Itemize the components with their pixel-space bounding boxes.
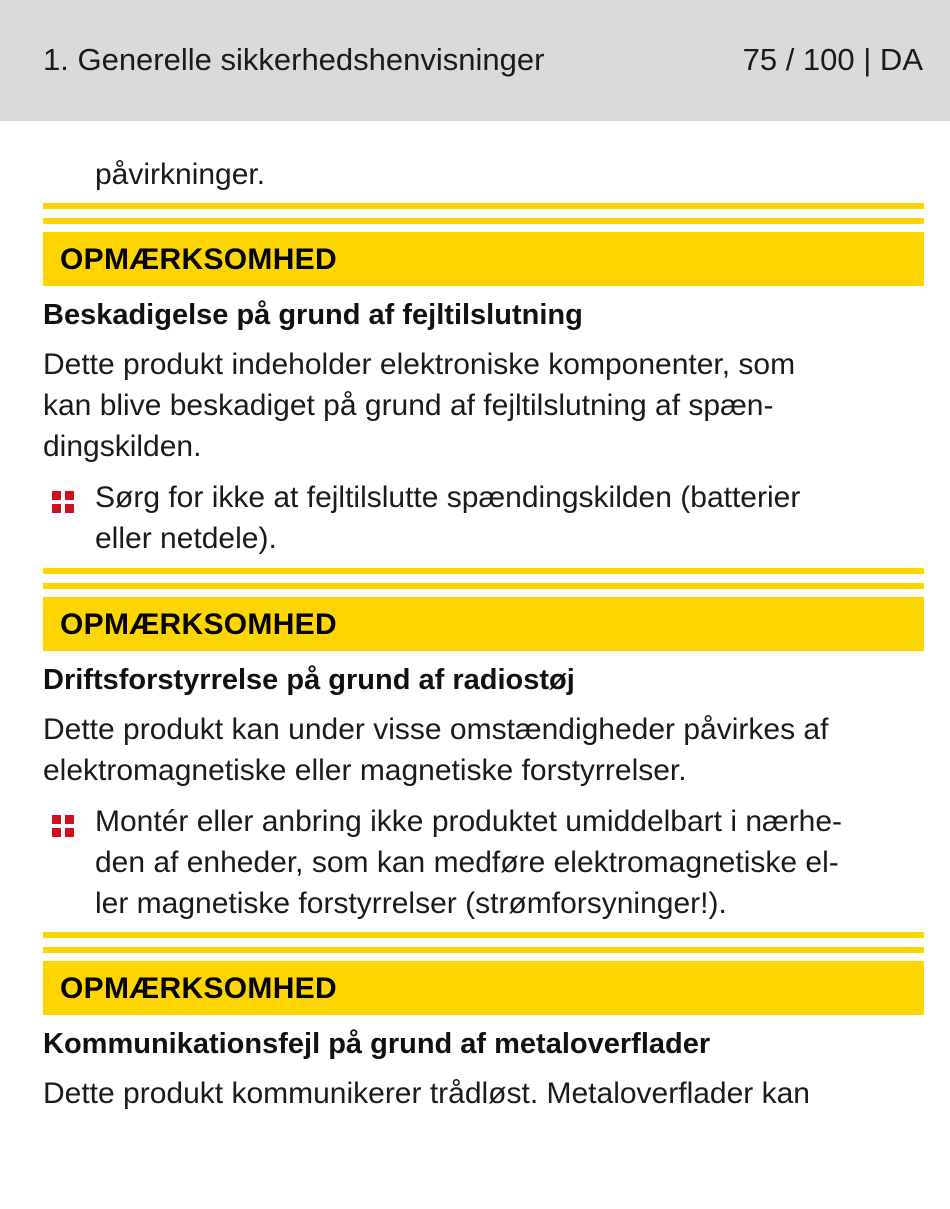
notice-banner	[43, 232, 924, 286]
page-number: 75 / 100 | DA	[742, 42, 923, 77]
notice-label: OPMÆRKSOMHED	[60, 972, 337, 1005]
notice-body-line: dingskilden.	[43, 430, 202, 463]
notice-body	[43, 709, 924, 791]
notice-body	[43, 1073, 924, 1114]
notice-label: OPMÆRKSOMHED	[60, 608, 337, 641]
bullet-text	[95, 477, 924, 559]
bullet-line: ler magnetiske forstyrrelser (strømforsyninger!).	[95, 887, 727, 920]
bullet-text	[95, 801, 924, 924]
notice-heading: Beskadigelse på grund af fejltilslutning	[43, 299, 583, 331]
notice-body	[43, 344, 924, 467]
page-header	[0, 0, 950, 121]
bullet-line: eller netdele).	[95, 522, 277, 555]
notice-second-rule	[43, 947, 924, 953]
notice-top-rule	[43, 932, 924, 938]
notice-body-line: Dette produkt indeholder elektroniske komponenter, som	[43, 348, 796, 381]
notice-second-rule	[43, 218, 924, 224]
notice-second-rule	[43, 583, 924, 589]
continued-text: påvirkninger.	[95, 158, 266, 191]
notice-top-rule	[43, 568, 924, 574]
section-title: 1. Generelle sikkerhedshenvisninger	[43, 42, 545, 77]
red-square-bullet-icon	[52, 491, 74, 513]
notice-heading: Driftsforstyrrelse på grund af radiostøj	[43, 664, 575, 696]
notice-body-line: Dette produkt kan under visse omstændigheder påvirkes af	[43, 713, 829, 746]
notice-heading: Kommunikationsfejl på grund af metaloverflader	[43, 1028, 711, 1060]
bullet-line: Sørg for ikke at fejltilslutte spændingskilden (batterier	[95, 481, 801, 514]
notice-body-line: elektromagnetiske eller magnetiske forstyrrelser.	[43, 754, 687, 787]
notice-body-line: kan blive beskadiget på grund af fejltilslutning af spæn-	[43, 389, 774, 422]
notice-banner	[43, 597, 924, 651]
notice-body-line: Dette produkt kommunikerer trådløst. Metaloverflader kan	[43, 1077, 810, 1110]
red-square-bullet-icon	[52, 815, 74, 837]
bullet-line: Montér eller anbring ikke produktet umiddelbart i nærhe-	[95, 805, 843, 838]
bullet-line: den af enheder, som kan medføre elektromagnetiske el-	[95, 846, 839, 879]
notice-banner	[43, 961, 924, 1015]
notice-top-rule	[43, 203, 924, 209]
notice-label: OPMÆRKSOMHED	[60, 243, 337, 276]
